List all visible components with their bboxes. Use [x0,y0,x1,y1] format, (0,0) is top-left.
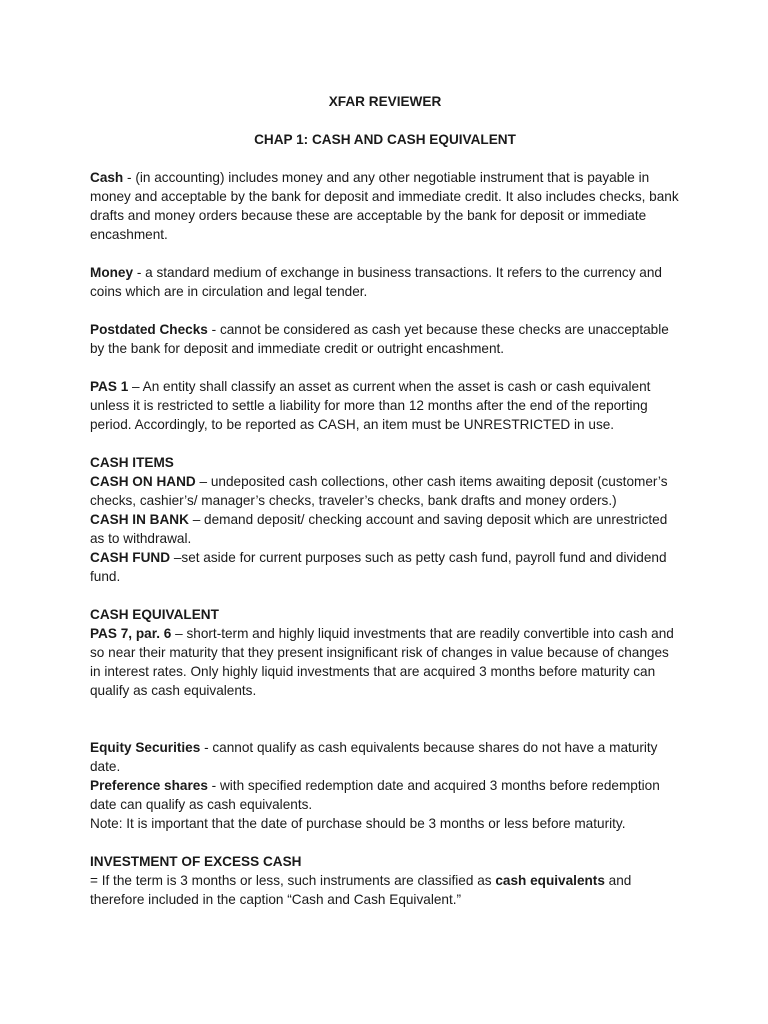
pas7-definition [90,624,680,700]
cash-on-hand-term: CASH ON HAND [90,474,196,489]
cash-in-bank-term: CASH IN BANK [90,512,189,527]
cash-on-hand-text: – undeposited cash collections, other cash items awaiting deposit (customer’s checks, cashier’s/ manager’s checks, traveler’s checks, bank drafts and money orders.) [90,474,668,508]
excess-cash-text: = If the term is 3 months or less, such instruments are classified as cash equivalents and therefore included in the caption “Cash and Cash Equivalent.” [90,873,632,907]
money-text: - a standard medium of exchange in business transactions. It refers to the currency and coins which are in circulation and legal tender. [90,265,662,299]
preference-shares-text: - with specified redemption date and acquired 3 months before redemption date can qualify as cash equivalents. [90,778,660,812]
cash-in-bank-text: – demand deposit/ checking account and saving deposit which are unrestricted as to withdrawal. [90,512,668,546]
money-term: Money [90,265,134,280]
document-title: XFAR REVIEWER [328,94,442,109]
postdated-text: - cannot be considered as cash yet because these checks are unacceptable by the bank for deposit and immediate credit or outright encashment. [90,322,669,356]
pas1-definition [90,377,680,434]
excess-cash-heading: INVESTMENT OF EXCESS CASH [90,854,302,869]
equity-securities-text: - cannot qualify as cash equivalents because shares do not have a maturity date. [90,740,658,774]
cash-fund-term: CASH FUND [90,550,171,565]
equity-securities-term: Equity Securities [90,740,201,755]
cash-items-heading: CASH ITEMS [90,455,174,470]
money-definition [90,263,680,301]
cash-on-hand-definition [90,472,680,510]
pas7-term: PAS 7, par. 6 [90,626,172,641]
purchase-date-note: Note: It is important that the date of purchase should be 3 months or less before maturity. [90,816,626,831]
cash-text: - (in accounting) includes money and any other negotiable instrument that is payable in money and acceptable by the bank for deposit and immediate credit. It also includes checks, bank drafts and money orders because these are acceptable by the bank for deposit or immediate encashment. [90,170,679,242]
cash-in-bank-definition [90,510,680,548]
cash-term: Cash [90,170,124,185]
cash-fund-text: –set aside for current purposes such as petty cash fund, payroll fund and dividend fund. [90,550,667,584]
preference-shares-definition [90,776,680,814]
chapter-title: CHAP 1: CASH AND CASH EQUIVALENT [254,132,516,147]
pas7-text: – short-term and highly liquid investments that are readily convertible into cash and so near their maturity that they present insignificant risk of changes in value because of changes in interest rates. Only highly liquid investments that are acquired 3 months before maturity can qualify as cash equivalents. [90,626,674,698]
cash-definition [90,168,680,244]
postdated-term: Postdated Checks [90,322,208,337]
document-page [90,92,680,909]
equity-securities-definition [90,738,680,776]
cash-equivalent-heading: CASH EQUIVALENT [90,607,219,622]
postdated-definition [90,320,680,358]
cash-fund-definition [90,548,680,586]
pas1-term: PAS 1 [90,379,129,394]
preference-shares-term: Preference shares [90,778,208,793]
cash-equivalents-emphasis: cash equivalents [495,873,605,888]
pas1-text: – An entity shall classify an asset as current when the asset is cash or cash equivalent unless it is restricted to settle a liability for more than 12 months after the end of the reporting period. Accordingly, to be reported as CASH, an item must be UNRESTRICTED in use. [90,379,651,432]
